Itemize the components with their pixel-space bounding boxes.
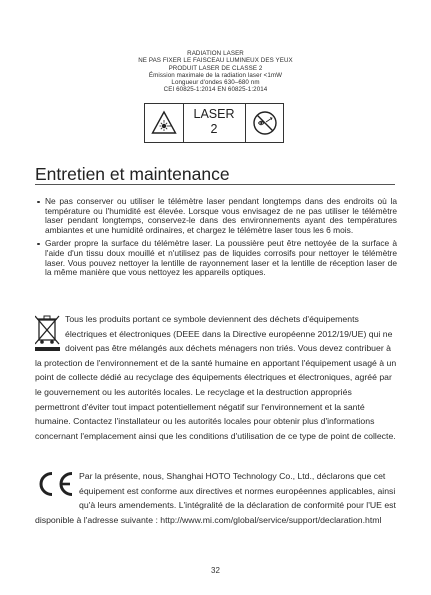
laser-warning-line: NE PAS FIXER LE FAISCEAU LUMINEUX DES YEUX (138, 57, 293, 65)
laser-warning-line: Longueur d'ondes 630–680 nm (171, 79, 260, 87)
ce-paragraph: Par la présente, nous, Shanghai HOTO Technology Co., Ltd., déclarons que cet équipement est conforme aux directives et normes européennes applicables, ainsi qu'à leurs amendements. L'intégralité de la déclaration de conformité pour l'UE est disponible à l'adresse suivante : http://www.mi.com/global/service/support/declaration.html (35, 471, 396, 525)
laser-warning-line: CEI 60825-1:2014 EN 60825-1:2014 (163, 86, 268, 94)
ce-section (35, 469, 397, 527)
laser-hazard-icon (145, 104, 183, 142)
no-stare-into-beam-icon (246, 104, 284, 142)
page-number: 32 (211, 566, 220, 575)
weee-section (35, 312, 397, 443)
laser-warning-line: Émission maximale de la radiation laser <1mW (148, 71, 283, 79)
laser-class-label (144, 103, 284, 143)
title-divider (35, 184, 395, 185)
laser-label-line2: 2 (210, 122, 218, 136)
ce-mark-icon (35, 471, 77, 500)
maintenance-list (35, 197, 397, 282)
laser-warning-line: PRODUIT LASER DE CLASSE 2 (168, 64, 263, 72)
list-item: Garder propre la surface du télémètre laser. La poussière peut être nettoyée de la surface à l'aide d'un tissu doux mouillé et n'utilisez pas de liquides corrosifs pour nettoyer le télémètre laser. Vous pouvez nettoyer la lentille de rayonnement laser et la lentille de réception laser de la même manière que vous nettoyez les appareils optiques. (35, 239, 397, 277)
laser-label-line1: LASER (193, 107, 235, 121)
list-item: Ne pas conserver ou utiliser le télémètre laser pendant longtemps dans des endroits où la température ou l'humidité est élevée. Lorsque vous envisagez de ne pas utiliser le télémètre laser pendant longtemps, conservez-le dans des environnements ayant des températures ambiantes et une humidité ordinaires, et chargez le télémètre laser tous les 6 mois. (35, 197, 397, 235)
laser-warning-line: RADIATION LASER (187, 50, 244, 57)
crossed-out-wheelie-bin-icon (35, 312, 63, 354)
laser-warning-text (0, 50, 431, 94)
weee-paragraph: Tous les produits portant ce symbole deviennent des déchets d'équipements électriques et électroniques (DEEE dans la Directive européenne 2012/19/UE) qui ne doivent pas être mélangés aux déchets ménagers non triés. Vous devez contribuer à la protection de l'environnement et de la santé humaine en apportant l'équipement usagé à un point de collecte dédié au recyclage des équipements électriques et électroniques, agréé par le gouvernement ou les autorités locales. Le recyclage et la destruction appropriés permettront d'éviter tout impact potentiellement négatif sur l'environnement et la santé humaine. Contactez l'installateur ou les autorités locales pour obtenir plus d'informations concernant l'emplacement ainsi que les conditions d'utilisation de ce type de point de collecte. (35, 314, 397, 441)
page-title: Entretien et maintenance (35, 164, 230, 184)
laser-class-text (183, 107, 245, 137)
